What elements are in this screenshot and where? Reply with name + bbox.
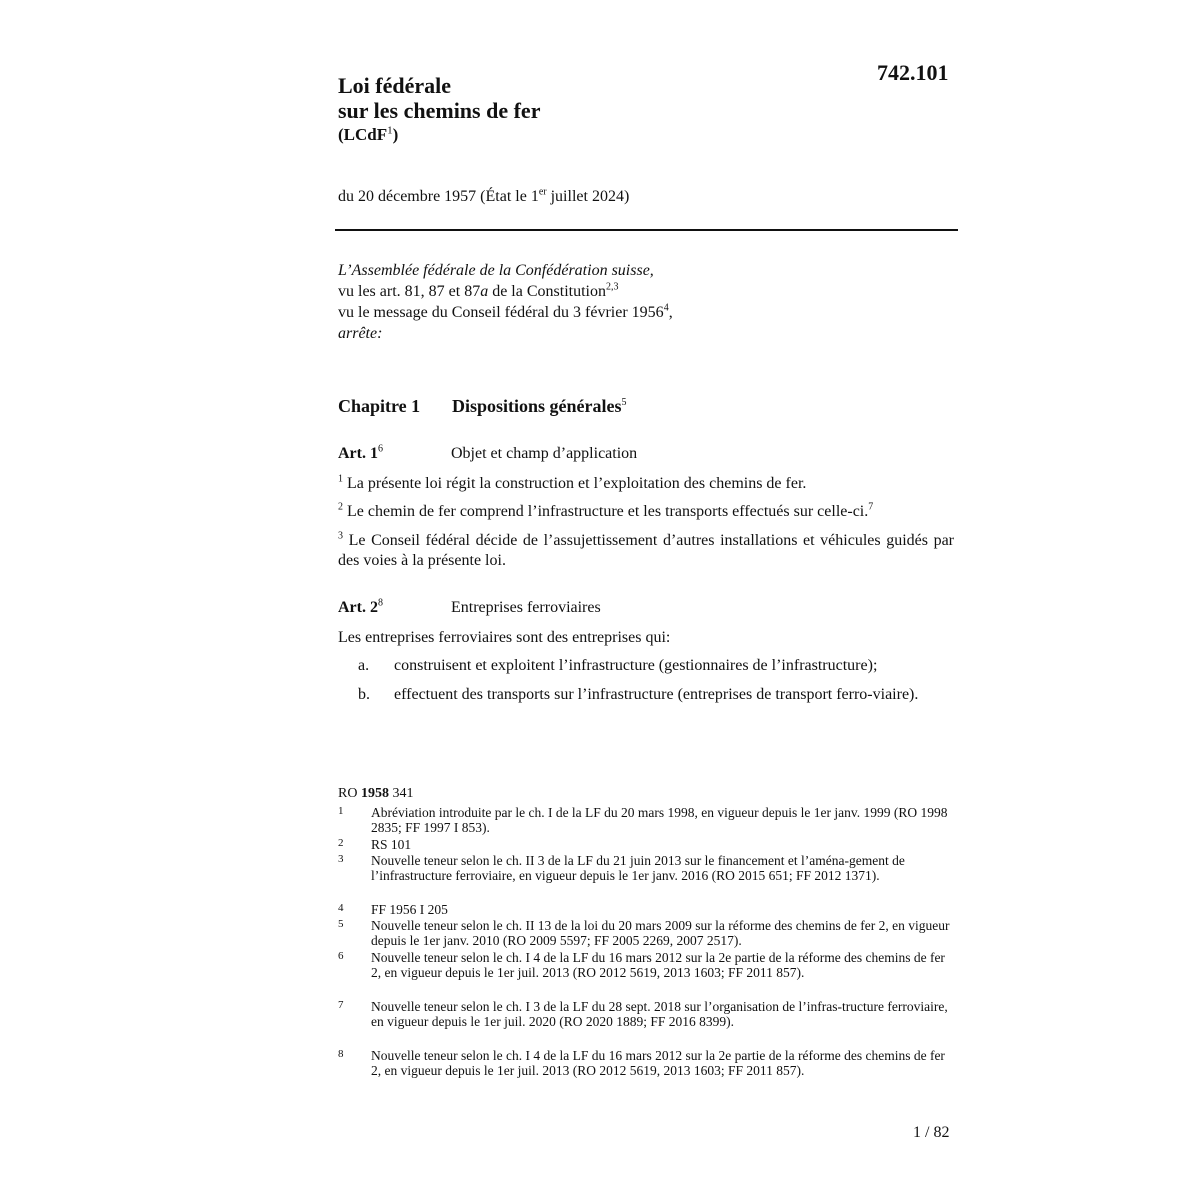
article-2-intro: Les entreprises ferroviaires sont des entreprises qui: [338,629,671,646]
footnote-ref-5[interactable]: 5 [621,397,627,408]
document-date: du 20 décembre 1957 (État le 1er juillet 2024) [338,186,630,205]
footnote-ref-1[interactable]: 1 [387,124,393,137]
preamble-assembly: L’Assemblée fédérale de la Confédération suisse, [338,262,654,279]
footnote-4: 4 FF 1956 I 205 [338,902,448,917]
page-number: 1 / 82 [913,1124,950,1141]
preamble-decision: arrête: [338,325,383,342]
preamble-message: vu le message du Conseil fédéral du 3 février 1956$^4$, [338,302,673,321]
footnote-3: 3 Nouvelle teneur selon le ch. II 3 de la LF du 21 juin 2013 sur le financement et l’aména-gement de l’infrastructure ferroviaire, en vigueur depuis le 1er janv. 2016 (RO 2015 651; FF 2012 1371). [338,853,905,883]
title-abbreviation: (LCdF$^1$) [338,124,399,144]
footnote-ref-8[interactable]: 8 [377,597,383,609]
document-number: 742.101 [877,60,949,85]
article-1-heading: Art. $1^6$ Objet et champ d’application [338,443,638,462]
footnote-ro-reference: RO 1958 341 [338,786,414,801]
chapter-label: Chapitre 1 [338,396,421,416]
footnote-7: 7 Nouvelle teneur selon le ch. I 3 de la LF du 28 sept. 2018 sur l’organisation de l’infras-tructure ferroviaire, en vigueur depuis le 1er juil. 2020 (RO 2020 1889; FF 2016 8399). [338,999,948,1029]
preamble [338,260,673,344]
article-1-paragraph-3: $^3$ Le Conseil fédéral décide de l’assujettissement d’autres installations et véhicules guidés par des voies à la présente loi. [338,530,954,569]
footnote-1: 1 Abréviation introduite par le ch. I de la LF du 20 mars 1998, en vigueur depuis le 1er janv. 1999 (RO 1998 2835; FF 1997 I 853). [338,805,948,835]
header-divider [335,229,958,231]
footnote-6: 6 Nouvelle teneur selon le ch. I 4 de la LF du 16 mars 2012 sur la 2e partie de la réforme des chemins de fer 2, en vigueur depuis le 1er juil. 2013 (RO 2012 5619, 2013 1603; FF 2011 857). [338,950,945,980]
chapter-title: Dispositions générales [452,396,622,416]
article-1-paragraph-2: $^2$ Le chemin de fer comprend l’infrastructure et les transports effectués sur celle-ci.$^7$ [338,501,874,520]
footnote-2: 2 RS 101 [338,837,412,852]
footnote-8: 8 Nouvelle teneur selon le ch. I 4 de la LF du 16 mars 2012 sur la 2e partie de la réforme des chemins de fer 2, en vigueur depuis le 1er juil. 2013 (RO 2012 5619, 2013 1603; FF 2011 857). [338,1048,945,1078]
chapter-heading [338,396,627,417]
title-line-1: Loi fédérale [338,73,452,98]
document-title [338,73,540,147]
footnote-ref-2-3[interactable]: 2,3 [605,281,619,293]
article-2-item-a: a. construisent et exploitent l’infrastructure (gestionnaires de l’infrastructure); [358,657,878,674]
footnote-5: 5 Nouvelle teneur selon le ch. II 13 de la loi du 20 mars 2009 sur la réforme des chemins de fer 2, en vigueur depuis le 1er janv. 2010 (RO 2009 5597; FF 2005 2269, 2007 2517). [338,918,950,948]
footnote-ref-7[interactable]: 7 [868,501,874,513]
title-line-2: sur les chemins de fer [338,98,541,123]
article-2-item-b: b. effectuent des transports sur l’infrastructure (entreprises de transport ferro-viaire). [358,686,919,703]
footnote-ref-4[interactable]: 4 [663,302,669,314]
article-1-paragraph-1: $^1$ La présente loi régit la construction et l’exploitation des chemins de fer. [338,473,807,492]
footnote-ref-6[interactable]: 6 [377,443,383,455]
article-2-heading: Art. $2^8$ Entreprises ferroviaires [338,597,601,616]
preamble-constitution: vu les art. 81, 87 et 87a de la Constitution$^{2,3}$ [338,281,619,300]
